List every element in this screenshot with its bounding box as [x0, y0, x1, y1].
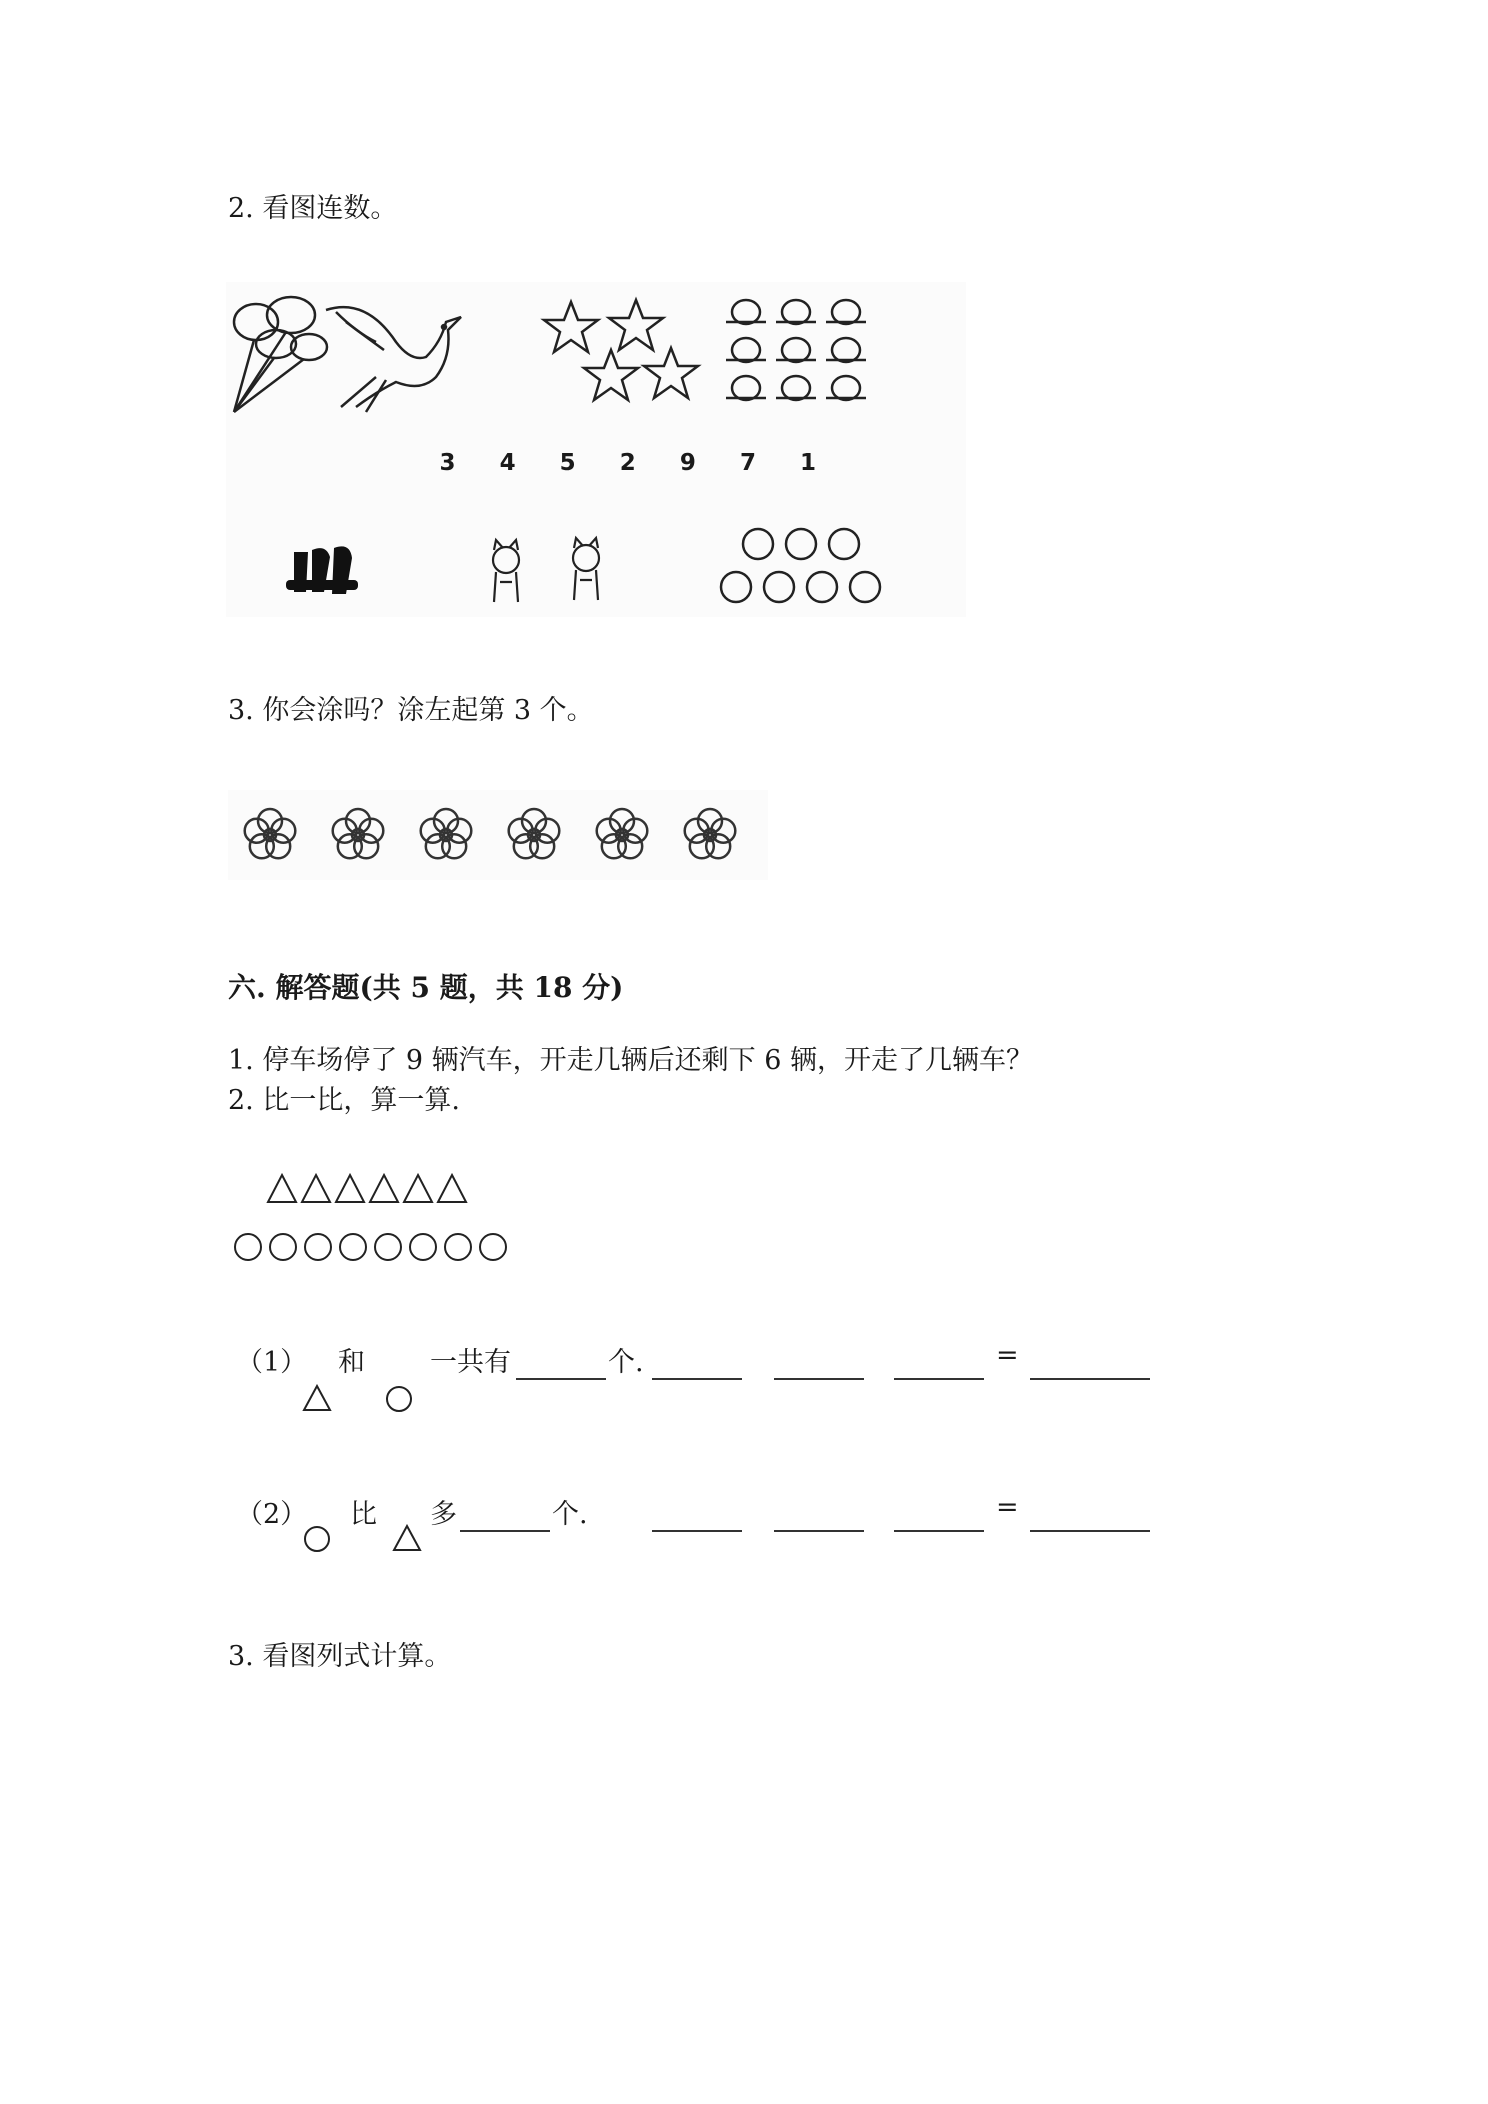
- sub2-operand-1-blank[interactable]: [652, 1498, 742, 1532]
- sub2-unit: 个.: [552, 1499, 588, 1530]
- bird-icon: [326, 307, 461, 412]
- triangle-shape: [404, 1175, 432, 1202]
- circle-shape: [270, 1234, 296, 1260]
- sub1-operand-1-blank[interactable]: [652, 1346, 742, 1380]
- triangle-shape: [370, 1175, 398, 1202]
- circle-shape: [340, 1234, 366, 1260]
- circle-shape: [235, 1234, 261, 1260]
- sub2-count-blank[interactable]: [460, 1498, 550, 1532]
- sub2-operand-2-blank[interactable]: [894, 1498, 984, 1532]
- number-5[interactable]: 9: [679, 450, 696, 476]
- flowers-svg: [228, 790, 768, 880]
- number-6[interactable]: 7: [739, 450, 756, 476]
- circle-shape: [445, 1234, 471, 1260]
- flower-icon[interactable]: [597, 809, 648, 858]
- circle-shape: [305, 1234, 331, 1260]
- stars-icon: [544, 300, 698, 400]
- kittens-icon: [493, 538, 599, 602]
- triangle-shape: [302, 1175, 330, 1202]
- problem-1: 1. 停车场停了 9 辆汽车，开走几辆后还剩下 6 辆，开走了几辆车？: [228, 1045, 1034, 1076]
- sub1-and: 和: [338, 1347, 365, 1378]
- squirrels-icon: [286, 546, 358, 594]
- q2-number-row: [420, 450, 836, 476]
- sub1-operand-2-blank[interactable]: [894, 1346, 984, 1380]
- circle-icon: [384, 1384, 414, 1414]
- circle-shape: [375, 1234, 401, 1260]
- q3-title: 3. 你会涂吗？涂左起第 3 个。: [228, 695, 594, 726]
- sub2-label: （2）: [236, 1499, 308, 1530]
- number-4[interactable]: 2: [619, 450, 636, 476]
- sub1-result-blank[interactable]: [1030, 1346, 1150, 1380]
- number-7[interactable]: 1: [800, 450, 817, 476]
- flower-icon[interactable]: [421, 809, 472, 858]
- circle-shape: [410, 1234, 436, 1260]
- flower-row: [228, 790, 768, 880]
- triangles-svg: [264, 1172, 484, 1206]
- flower-icon[interactable]: [509, 809, 560, 858]
- number-2[interactable]: 4: [499, 450, 516, 476]
- triangle-icon: [302, 1384, 332, 1412]
- number-3[interactable]: 5: [559, 450, 576, 476]
- sub1-equals: =: [996, 1340, 1019, 1371]
- sub2-more-text: 多: [430, 1499, 457, 1530]
- problem-3: 3. 看图列式计算。: [228, 1641, 452, 1672]
- peaches-icon: [726, 300, 866, 400]
- balloons-icon: [234, 297, 327, 412]
- sub1-count-blank[interactable]: [516, 1346, 606, 1380]
- triangle-shape: [268, 1175, 296, 1202]
- triangle-shape: [336, 1175, 364, 1202]
- triangle-icon: [392, 1524, 422, 1552]
- problem-2: 2. 比一比，算一算.: [228, 1085, 460, 1116]
- sub2-operator-blank[interactable]: [774, 1498, 864, 1532]
- section-title: 六. 解答题(共 5 题，共 18 分): [228, 971, 624, 1004]
- sub1-unit: 个.: [608, 1347, 644, 1378]
- q2-title: 2. 看图连数。: [228, 193, 398, 224]
- flower-icon[interactable]: [685, 809, 736, 858]
- circle-icon: [302, 1524, 332, 1554]
- sub1-operator-blank[interactable]: [774, 1346, 864, 1380]
- sub2-result-blank[interactable]: [1030, 1498, 1150, 1532]
- flower-icon[interactable]: [245, 809, 296, 858]
- sub2-equals: =: [996, 1492, 1019, 1523]
- triangle-shape: [438, 1175, 466, 1202]
- number-1[interactable]: 3: [439, 450, 456, 476]
- triangle-row: [264, 1172, 484, 1206]
- sub1-label: （1）: [236, 1347, 308, 1378]
- circles-svg: [232, 1230, 522, 1264]
- apples-icon: [721, 529, 880, 602]
- sub2-than: 比: [350, 1499, 377, 1530]
- sub1-total-text: 一共有: [430, 1347, 511, 1378]
- flower-icon[interactable]: [333, 809, 384, 858]
- circle-shape: [480, 1234, 506, 1260]
- circle-row: [232, 1230, 522, 1264]
